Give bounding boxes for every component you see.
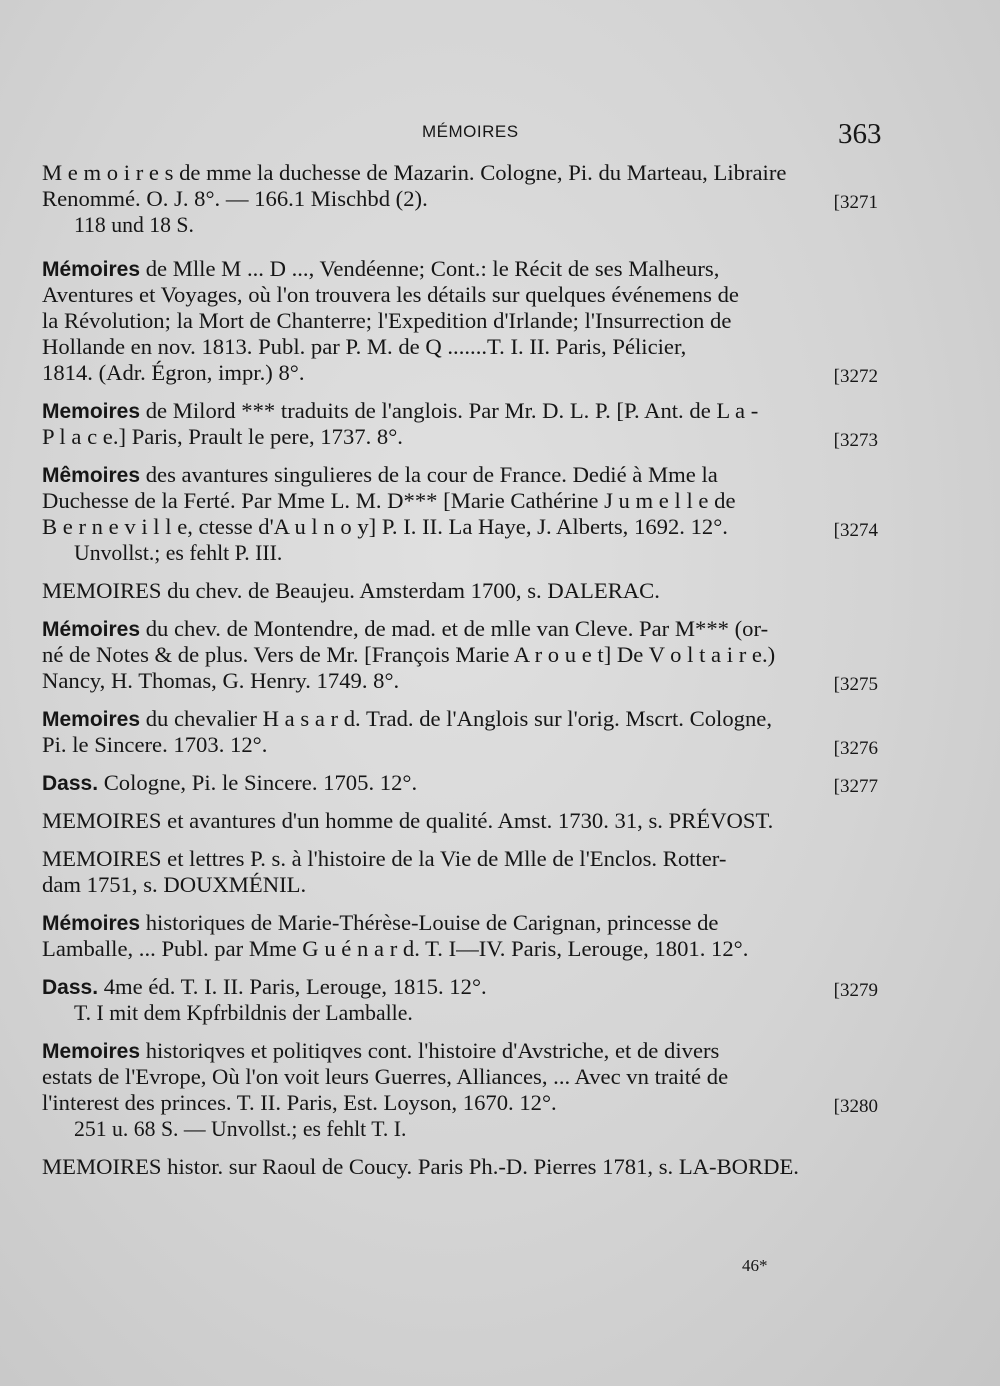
entry-number: [3280 bbox=[833, 1096, 878, 1117]
catalogue-entry bbox=[42, 578, 872, 604]
entry-headword: Mémoires bbox=[42, 258, 141, 281]
entry-line: Mémoires de Mlle M ... D ..., Vendéenne; Cont.: le Récit de ses Malheurs, bbox=[42, 256, 720, 281]
entry-line: la Révolution; la Mort de Chanterre; l'Expedition d'Irlande; l'Insurrection de bbox=[42, 308, 732, 333]
running-head bbox=[0, 118, 1000, 158]
entry-line: Mémoires historiques de Marie-Thérèse-Louise de Carignan, princesse de bbox=[42, 910, 719, 935]
page-number: 363 bbox=[838, 118, 882, 150]
entry-note-line: 251 u. 68 S. — Unvollst.; es fehlt T. I. bbox=[74, 1117, 407, 1141]
entry-line: B e r n e v i l l e, ctesse d'A u l n o y] P. I. II. La Haye, J. Alberts, 1692. 12°. bbox=[42, 514, 728, 539]
entry-number: [3276 bbox=[833, 738, 878, 759]
entry-line: P l a c e.] Paris, Prault le pere, 1737. 8°. bbox=[42, 424, 403, 449]
catalogue-entry bbox=[42, 770, 878, 797]
entry-line: Memoires de Milord *** traduits de l'anglois. Par Mr. D. L. P. [P. Ant. de L a - bbox=[42, 398, 759, 423]
entry-headword: Dass. bbox=[42, 772, 99, 795]
entry-line: Lamballe, ... Publ. par Mme G u é n a r d. T. I—IV. Paris, Lerouge, 1801. 12°. bbox=[42, 936, 749, 961]
catalogue-entry bbox=[42, 974, 878, 1026]
entry-note-line: 118 und 18 S. bbox=[74, 213, 194, 237]
entry-line: Dass. 4me éd. T. I. II. Paris, Lerouge, 1815. 12°. bbox=[42, 974, 487, 999]
entry-line: Hollande en nov. 1813. Publ. par P. M. de Q .......T. I. II. Paris, Pélicier, bbox=[42, 334, 687, 359]
entry-note-line: T. I mit dem Kpfrbildnis der Lamballe. bbox=[74, 1001, 413, 1025]
signature-mark: 46* bbox=[742, 1256, 768, 1275]
entry-list bbox=[42, 160, 878, 1192]
catalogue-entry bbox=[42, 256, 878, 387]
entry-headword: Mémoires bbox=[42, 912, 141, 935]
entry-line: Pi. le Sincere. 1703. 12°. bbox=[42, 732, 268, 757]
entry-number: [3274 bbox=[833, 520, 878, 541]
entry-line: 1814. (Adr. Égron, impr.) 8°. bbox=[42, 360, 305, 385]
catalogue-entry bbox=[42, 398, 878, 451]
entry-headword: Memoires bbox=[42, 708, 141, 731]
entry-number: [3275 bbox=[833, 674, 878, 695]
catalogue-entry bbox=[42, 160, 878, 238]
catalogue-entry bbox=[42, 1154, 872, 1180]
entry-line: Memoires du chevalier H a s a r d. Trad. de l'Anglois sur l'orig. Mscrt. Cologne, bbox=[42, 706, 772, 731]
entry-line: Memoires historiqves et politiqves cont. l'histoire d'Avstriche, et de divers bbox=[42, 1038, 720, 1063]
entry-line: Mémoires du chev. de Montendre, de mad. et de mlle van Cleve. Par M*** (or- bbox=[42, 616, 769, 641]
catalogue-entry bbox=[42, 706, 878, 759]
entry-line: Aventures et Voyages, où l'on trouvera les détails sur quelques événemens de bbox=[42, 282, 739, 307]
entry-number: [3279 bbox=[833, 980, 878, 1001]
entry-line: Mêmoires des avantures singulieres de la cour de France. Dedié à Mme la bbox=[42, 462, 718, 487]
entry-number: [3271 bbox=[833, 192, 878, 213]
entry-line: M e m o i r e s de mme la duchesse de Mazarin. Cologne, Pi. du Marteau, Libraire bbox=[42, 160, 787, 185]
entry-line: Nancy, H. Thomas, G. Henry. 1749. 8°. bbox=[42, 668, 400, 693]
entry-number: [3272 bbox=[833, 366, 878, 387]
entry-line: MEMOIRES et avantures d'un homme de qualité. Amst. 1730. 31, s. PRÉVOST. bbox=[42, 808, 774, 833]
entry-headword: Dass. bbox=[42, 976, 99, 999]
catalogue-entry bbox=[42, 616, 878, 695]
entry-line: Dass. Cologne, Pi. le Sincere. 1705. 12°. bbox=[42, 770, 418, 795]
entry-line: né de Notes & de plus. Vers de Mr. [François Marie A r o u e t] De V o l t a i r e.) bbox=[42, 642, 776, 667]
entry-line: Duchesse de la Ferté. Par Mme L. M. D*** [Marie Cathérine J u m e l l e de bbox=[42, 488, 736, 513]
entry-line: MEMOIRES et lettres P. s. à l'histoire de la Vie de Mlle de l'Enclos. Rotter- bbox=[42, 846, 727, 871]
catalogue-entry bbox=[42, 910, 872, 962]
entry-number: [3277 bbox=[833, 776, 878, 797]
entry-line: Renommé. O. J. 8°. — 166.1 Mischbd (2). bbox=[42, 186, 428, 211]
catalogue-entry bbox=[42, 846, 872, 898]
entry-line: MEMOIRES histor. sur Raoul de Coucy. Paris Ph.-D. Pierres 1781, s. LA-BORDE. bbox=[42, 1154, 799, 1179]
catalogue-entry bbox=[42, 1038, 878, 1142]
entry-line: l'interest des princes. T. II. Paris, Est. Loyson, 1670. 12°. bbox=[42, 1090, 557, 1115]
entry-line: dam 1751, s. DOUXMÉNIL. bbox=[42, 872, 307, 897]
running-title: MÉMOIRES bbox=[422, 122, 519, 141]
entry-headword: Mêmoires bbox=[42, 464, 141, 487]
catalogue-entry bbox=[42, 462, 878, 566]
entry-note-line: Unvollst.; es fehlt P. III. bbox=[74, 541, 283, 565]
entry-number: [3273 bbox=[833, 430, 878, 451]
entry-headword: Memoires bbox=[42, 400, 141, 423]
entry-line: MEMOIRES du chev. de Beaujeu. Amsterdam 1700, s. DALERAC. bbox=[42, 578, 660, 603]
entry-line: estats de l'Evrope, Où l'on voit leurs Guerres, Alliances, ... Avec vn traité de bbox=[42, 1064, 729, 1089]
entry-headword: Mémoires bbox=[42, 618, 141, 641]
entry-headword: Memoires bbox=[42, 1040, 141, 1063]
catalogue-entry bbox=[42, 808, 872, 834]
